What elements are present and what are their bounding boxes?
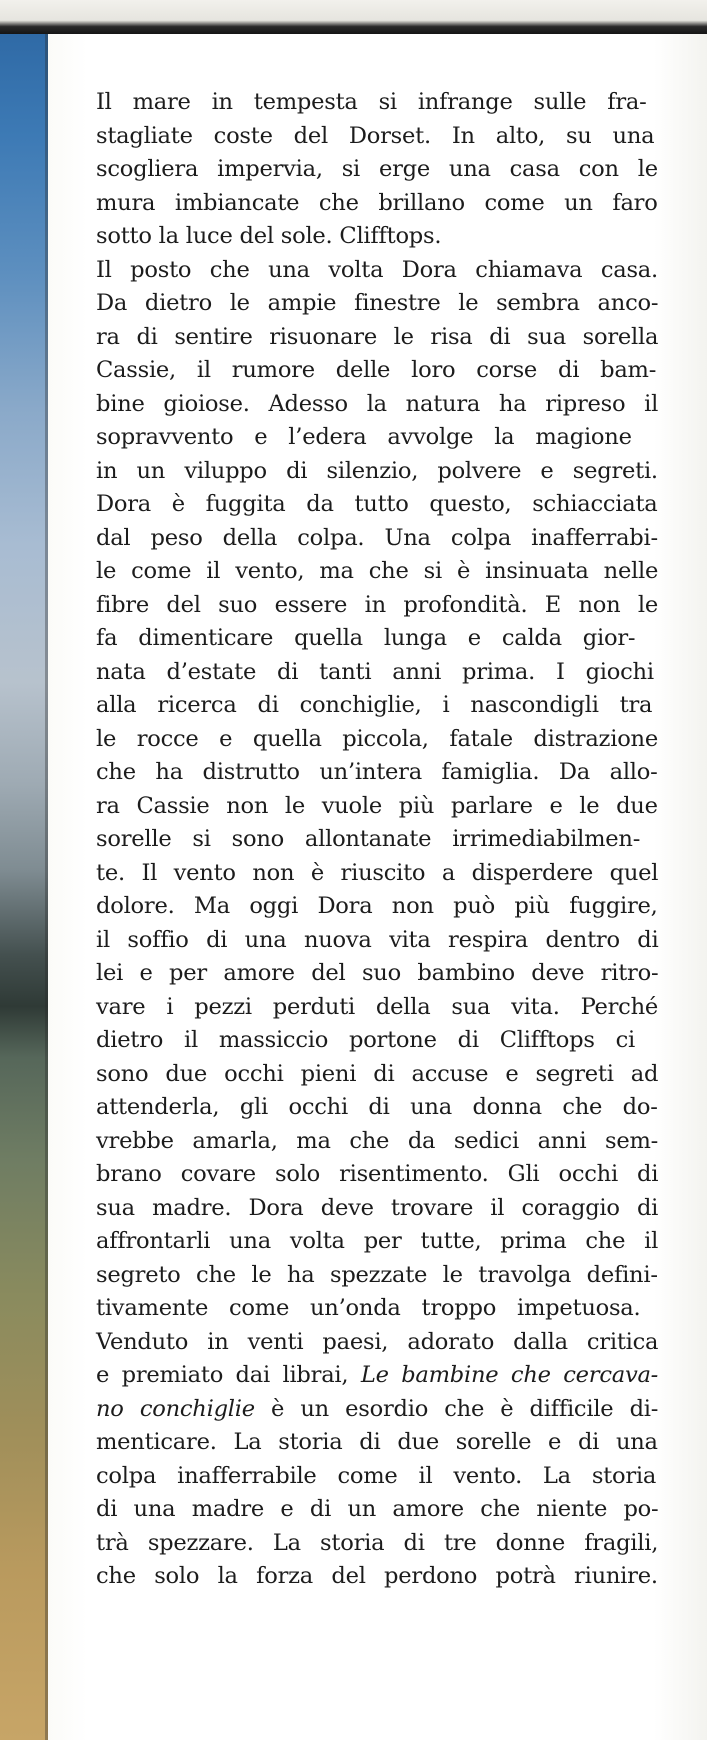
blurb-line — [96, 488, 658, 522]
blurb-line-text: in un viluppo di silenzio, polvere e segreti. — [96, 457, 658, 484]
blurb-line-text: il soffio di una nuova vita respira dentro di — [96, 926, 659, 953]
blurb-line-text: che ha distrutto un’intera famiglia. Da allo- — [96, 759, 658, 785]
book-title-italic: no conchiglie — [96, 1395, 255, 1422]
blurb-line-text: dietro il massiccio portone di Clifftops ci — [96, 1027, 636, 1053]
blurb-line — [96, 723, 658, 757]
blurb-line — [96, 1125, 658, 1159]
blurb-line-text: le come il vento, ma che si è insinuata nelle — [96, 558, 659, 584]
blurb-line — [96, 153, 658, 187]
blurb-line-text: mura imbiancate che brillano come un faro — [96, 189, 658, 216]
top-edge — [0, 0, 707, 34]
blurb-line — [96, 1192, 658, 1226]
blurb-line — [96, 1091, 658, 1125]
blurb-line — [96, 1560, 658, 1594]
blurb-line — [96, 1460, 658, 1494]
blurb-line-text: di una madre e di un amore che niente po- — [96, 1496, 659, 1522]
blurb-line — [96, 254, 658, 288]
blurb-line-text: te. Il vento non è riuscito a disperdere quel — [96, 859, 659, 886]
blurb-line-text: affrontarli una volta per tutte, prima che il — [96, 1228, 659, 1254]
blurb-line — [96, 1393, 658, 1427]
blurb-line-text: ra Cassie non le vuole più parlare e le due — [96, 792, 658, 819]
blurb-line — [96, 1326, 658, 1360]
blurb-line — [96, 555, 658, 589]
blurb-line-text: Cassie, il rumore delle loro corse di bam- — [96, 357, 657, 383]
blurb-line — [96, 522, 658, 556]
blurb-line — [96, 823, 658, 857]
blurb-line-text: le rocce e quella piccola, fatale distrazione — [96, 725, 658, 752]
blurb-line — [96, 421, 658, 455]
blurb-line-text: nata d’estate di tanti anni prima. I giochi — [96, 658, 654, 685]
blurb-line-text: vrebbe amarla, ma che da sedici anni sem- — [96, 1127, 659, 1154]
blurb-line-text: bine gioiose. Adesso la natura ha ripreso il — [96, 390, 659, 417]
book-title-italic: Le bambine che cercava- — [360, 1362, 659, 1388]
blurb-line — [96, 388, 658, 422]
blurb-line — [96, 354, 658, 388]
blurb-line — [96, 1292, 658, 1326]
blurb-line-text: scogliera impervia, si erge una casa con le — [96, 156, 658, 182]
blurb-line — [96, 86, 658, 120]
blurb-line — [96, 1158, 658, 1192]
blurb-line-text: è un esordio che è difficile di- — [254, 1395, 659, 1422]
blurb-line-text: alla ricerca di conchiglie, i nascondigli tra — [96, 692, 653, 718]
blurb-line-text: brano covare solo risentimento. Gli occhi di — [96, 1161, 659, 1187]
blurb-line — [96, 1024, 658, 1058]
blurb-line — [96, 756, 658, 790]
blurb-line-text: tivamente come un’onda troppo impetuosa. — [96, 1295, 641, 1321]
blurb-line-text: segreto che le ha spezzate le travolga defini- — [96, 1261, 658, 1288]
blurb-line — [96, 455, 658, 489]
book-spine-photo — [0, 34, 48, 1740]
blurb-line — [96, 287, 658, 321]
blurb-line — [96, 120, 658, 154]
blurb-line-text: Venduto in venti paesi, adorato dalla critica — [96, 1328, 659, 1355]
blurb-line — [96, 1359, 658, 1393]
blurb-line-text: trà spezzare. La storia di tre donne fragili, — [96, 1529, 659, 1556]
blurb-line — [96, 1426, 658, 1460]
blurb-line — [96, 689, 658, 723]
blurb-line — [96, 924, 658, 958]
blurb-line-text: dolore. Ma oggi Dora non può più fuggire, — [96, 893, 658, 919]
blurb-line — [96, 1225, 658, 1259]
blurb-line-text: fa dimenticare quella lunga e calda gior- — [96, 625, 636, 651]
blurb-line-text: Il mare in tempesta si infrange sulle fra- — [96, 89, 647, 115]
blurb-line — [96, 1259, 658, 1293]
blurb-line — [96, 656, 658, 690]
blurb-line — [96, 1527, 658, 1561]
back-cover-blurb — [96, 86, 658, 1594]
blurb-line-text: colpa inafferrabile come il vento. La storia — [96, 1462, 657, 1489]
blurb-line-text: Il posto che una volta Dora chiamava casa. — [96, 256, 658, 283]
blurb-line-text: fibre del suo essere in profondità. E non le — [96, 591, 658, 618]
blurb-line-text: e premiato dai librai, — [96, 1362, 361, 1388]
blurb-line — [96, 890, 658, 924]
blurb-line — [96, 790, 658, 824]
blurb-line-text: attenderla, gli occhi di una donna che do- — [96, 1094, 658, 1120]
blurb-line-text: sotto la luce del sole. Clifftops. — [96, 223, 442, 249]
blurb-line — [96, 589, 658, 623]
blurb-line-text: Da dietro le ampie finestre le sembra anco- — [96, 290, 659, 316]
blurb-line-text: sorelle si sono allontanate irrimediabilmen- — [96, 826, 641, 852]
blurb-line — [96, 1493, 658, 1527]
blurb-line-text: ra di sentire risuonare le risa di sua sorella — [96, 323, 659, 350]
blurb-line-text: sopravvento e l’edera avvolge la magione — [96, 424, 632, 450]
blurb-line — [96, 622, 658, 656]
blurb-line-text: sono due occhi pieni di accuse e segreti ad — [96, 1060, 659, 1087]
blurb-line — [96, 1058, 658, 1092]
blurb-line — [96, 991, 658, 1025]
blurb-line — [96, 857, 658, 891]
blurb-line-text: dal peso della colpa. Una colpa inafferrabi- — [96, 524, 658, 551]
blurb-line — [96, 187, 658, 221]
blurb-line-text: menticare. La storia di due sorelle e di una — [96, 1429, 658, 1455]
blurb-line — [96, 220, 658, 254]
blurb-line-text: Dora è fuggita da tutto questo, schiacciata — [96, 491, 658, 517]
blurb-line — [96, 957, 658, 991]
blurb-line-text: lei e per amore del suo bambino deve ritro- — [96, 960, 659, 986]
blurb-line-text: sua madre. Dora deve trovare il coraggio di — [96, 1194, 659, 1221]
blurb-line-text: che solo la forza del perdono potrà riunire. — [96, 1563, 658, 1589]
blurb-line-text: vare i pezzi perduti della sua vita. Perché — [96, 993, 659, 1020]
blurb-line-text: stagliate coste del Dorset. In alto, su una — [96, 122, 655, 149]
blurb-line — [96, 321, 658, 355]
